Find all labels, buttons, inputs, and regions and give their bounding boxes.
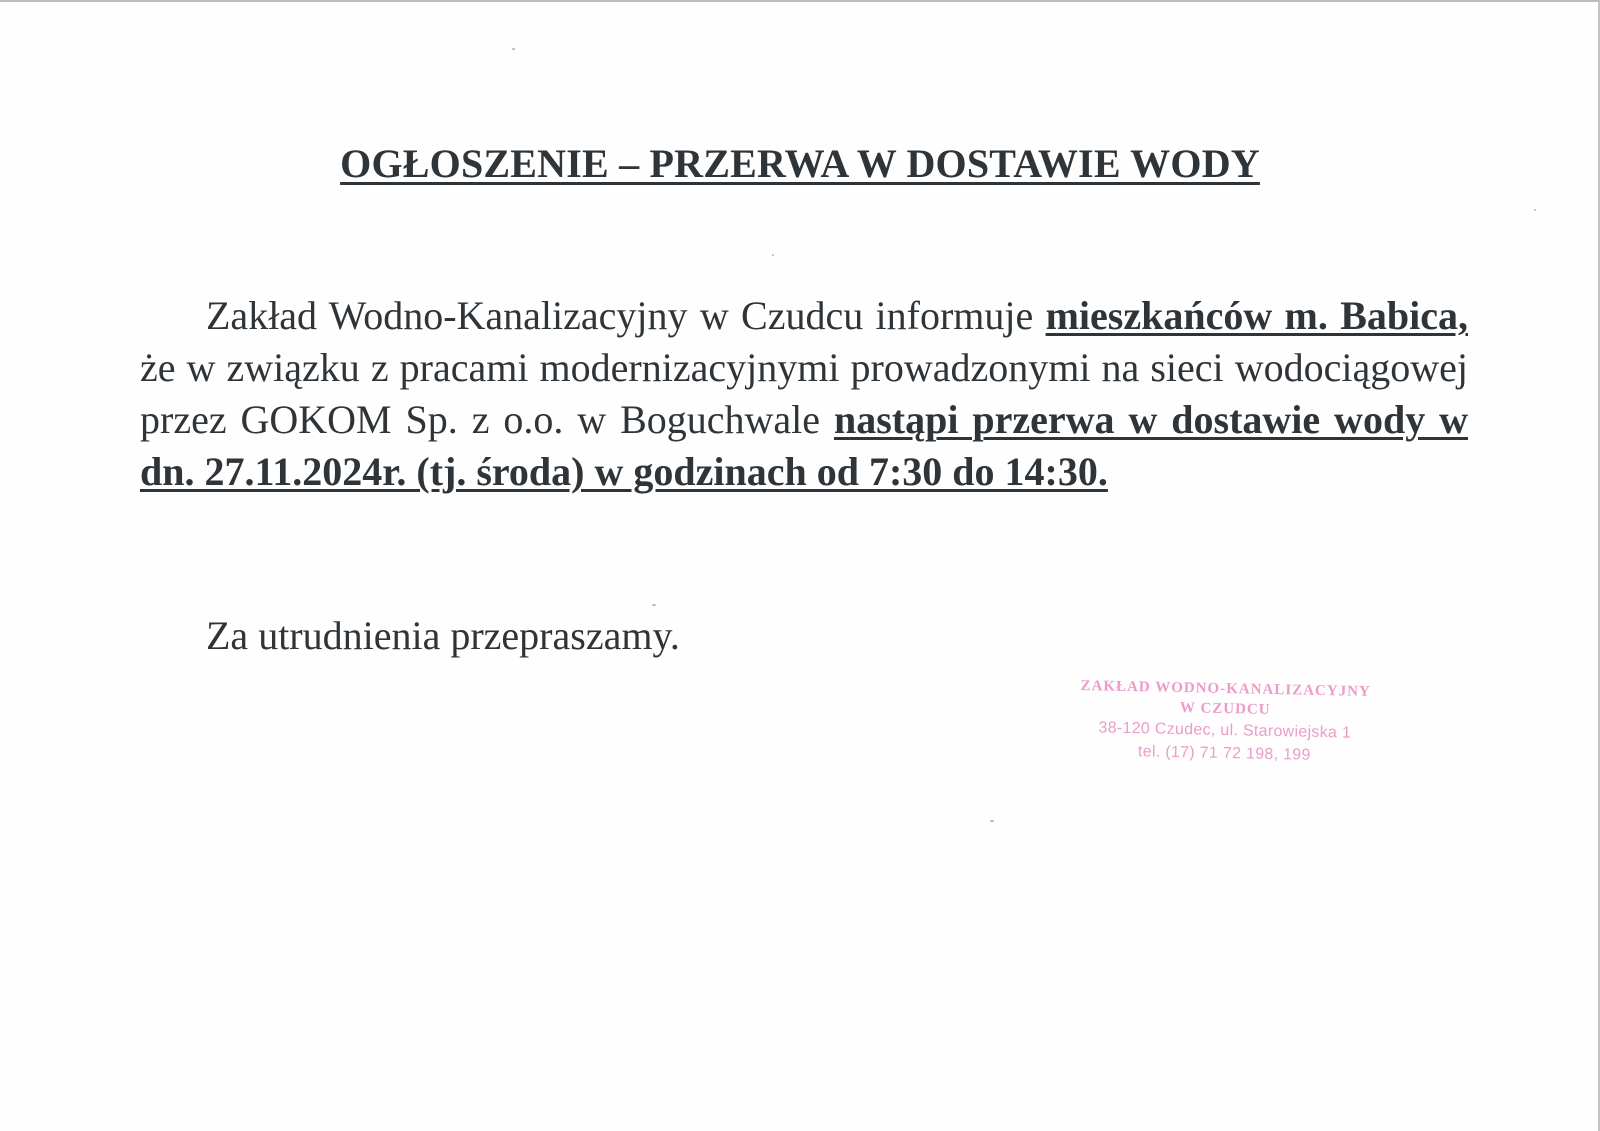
scan-speck [512,48,515,50]
stamp-phone: tel. (17) 71 72 198, 199 [1137,743,1311,764]
scan-speck [1534,209,1536,211]
closing-apology: Za utrudnienia przepraszamy. [206,613,680,658]
scan-speck [772,254,774,256]
stamp-company-name: ZAKŁAD WODNO-KANALIZACYJNY [1080,677,1371,701]
body-text-part2: że w związku z pracami modernizacyjnymi prowadzonymi na sieci wodociągowej przez GOKOM Sp. z o.o. w Boguchwale [140,345,1468,442]
notice-body [140,290,1468,498]
notice-title: OGŁOSZENIE – PRZERWA W DOSTAWIE WODY [340,141,1260,186]
stamp-address: 38-120 Czudec, ul. Starowiejska 1 [1098,719,1352,742]
stamp-company-location: W CZUDCU [1179,700,1271,718]
body-text-part1: Zakład Wodno-Kanalizacyjny w Czudcu informuje [206,293,1046,338]
company-stamp [1069,676,1381,768]
scan-speck [652,604,656,606]
scan-speck [990,820,994,822]
body-highlight-residents: mieszkańców m. Babica, [1045,293,1468,338]
body-highlight-outage: nastąpi przerwa w dostawie wody w dn. 27.11.2024r. (tj. środa) w godzinach od 7:30 do 14:30. [140,397,1468,494]
